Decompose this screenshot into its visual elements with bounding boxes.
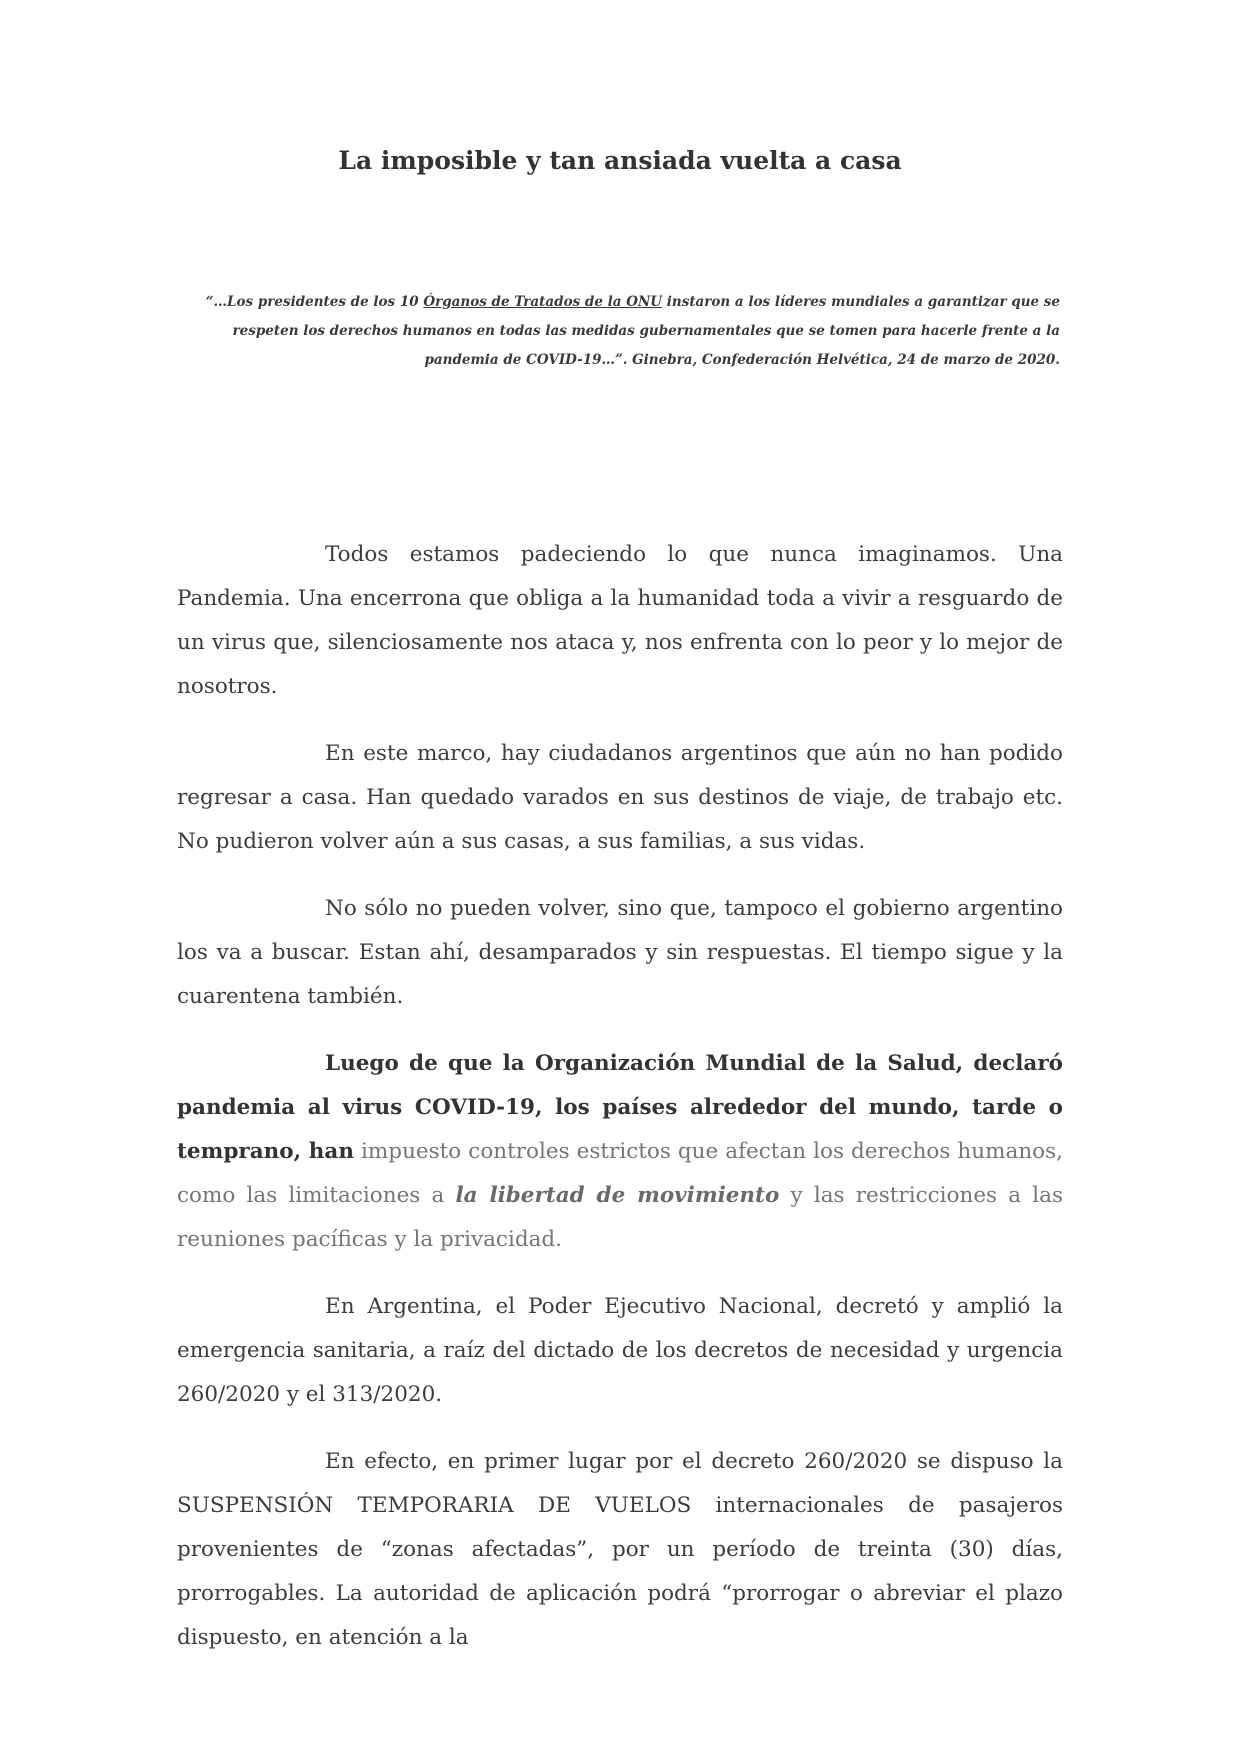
paragraph-stranded-citizens: En este marco, hay ciudadanos argentinos que aún no han podido regresar a casa. Han quedado varados en sus destinos de viaje, de trabajo etc. No pudieron volver aún a sus casas, a sus familias, a sus vidas. (177, 741, 1063, 854)
who-bold-text: Luego de que la Organización Mundial de la Salud, declaró pandemia al virus COVID-19, los países alrededor del mundo, tarde o temprano, han (177, 1051, 1063, 1164)
epigraph-text-after: instaron a los líderes mundiales a garantizar que se respeten los derechos humanos en todas las medidas gubernamentales que se tomen para hacerle frente a la pandemia de COVID-19…”. Ginebra, Confederación Helvética, 24 de marzo de 2020. (232, 294, 1060, 368)
paragraph-decree-260: En efecto, en primer lugar por el decreto 260/2020 se dispuso la SUSPENSIÓN TEMPORARIA DE VUELOS internacionales de pasajeros provenientes de “zonas afectadas”, por un período de treinta (30) días, prorrogables. La autoridad de aplicación podrá “prorrogar o abreviar el plazo dispuesto, en atención a la (177, 1449, 1063, 1650)
epigraph-text-before: “…Los presidentes de los 10 (205, 294, 424, 310)
epigraph-link-un-treaty-bodies[interactable]: Órganos de Tratados de la ONU (423, 294, 663, 310)
epigraph-quote (195, 288, 1060, 375)
document-title: La imposible y tan ansiada vuelta a casa (338, 146, 902, 175)
paragraph-who-declaration (177, 1042, 1063, 1262)
document-body (177, 533, 1063, 1683)
who-emphasis-text: la libertad de movimiento (455, 1183, 780, 1208)
paragraph-argentina-emergency: En Argentina, el Poder Ejecutivo Nacional, decretó y amplió la emergencia sanitaria, a raíz del dictado de los decretos de necesidad y urgencia 260/2020 y el 313/2020. (177, 1294, 1063, 1407)
who-gray-text-2: y las restricciones a las reuniones pacíficas y la privacidad. (177, 1183, 1063, 1252)
paragraph-government-inaction: No sólo no pueden volver, sino que, tampoco el gobierno argentino los va a buscar. Estan ahí, desamparados y sin respuestas. El tiempo sigue y la cuarentena también. (177, 896, 1063, 1009)
paragraph-pandemic-intro: Todos estamos padeciendo lo que nunca imaginamos. Una Pandemia. Una encerrona que obliga a la humanidad toda a vivir a resguardo de un virus que, silenciosamente nos ataca y, nos enfrenta con lo peor y lo mejor de nosotros. (177, 542, 1063, 699)
who-gray-text-1: impuesto controles estrictos que afectan los derechos humanos, como las limitaciones a (177, 1139, 1063, 1208)
